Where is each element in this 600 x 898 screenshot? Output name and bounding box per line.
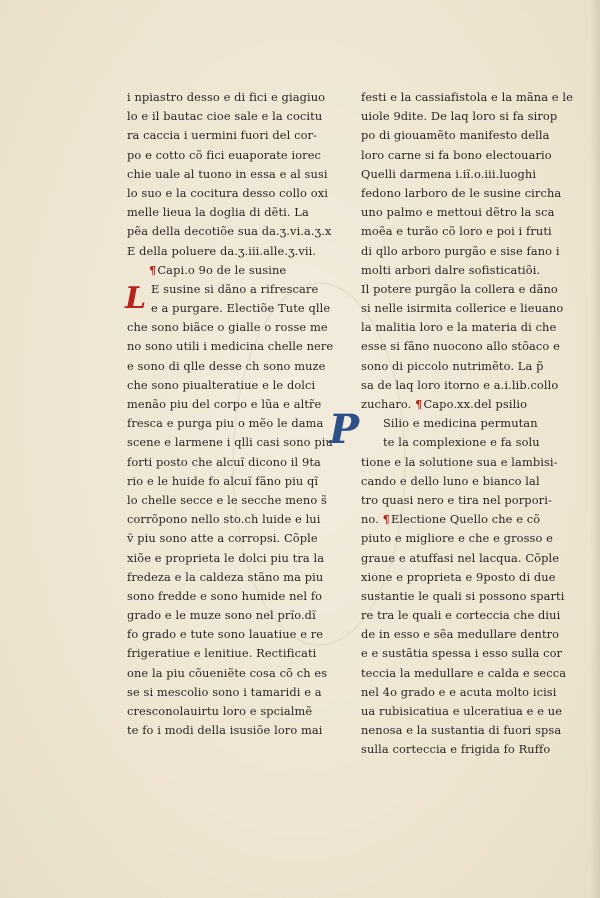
text-line: uiole 9dite. De laq loro si fa sirop xyxy=(361,109,558,124)
text-line: e a purgare. Electiõe Tute qlle xyxy=(151,301,331,316)
initial-letter-l: L xyxy=(125,280,147,316)
initial-paragraph xyxy=(127,280,332,318)
electione-line: no. ¶Electione Quello che e cõ xyxy=(361,512,541,527)
text-line: re tra le quali e corteccia che diui xyxy=(361,608,561,623)
text-line: one la piu cõueniẽte cosa cõ ch es xyxy=(127,665,328,680)
text-line: fresca e purga piu o mẽo le dama xyxy=(127,416,324,431)
chapter-heading: zucharo. ¶Capo.xx.del psilio xyxy=(361,397,528,411)
text-line: E della poluere da.ʒ.iii.alle.ʒ.vii. xyxy=(127,243,317,258)
text-line: pẽa della decotiõe sua da.ʒ.vi.a.ʒ.x xyxy=(127,224,332,239)
text-line: moẽa e turão cõ loro e poi i fruti xyxy=(361,224,552,239)
text-line: melle lieua la doglia di dẽti. La xyxy=(127,205,309,220)
text-line: se si mescolio sono i tamaridi e a xyxy=(127,684,322,699)
text-line: no sono utili i medicina chelle nere xyxy=(127,339,334,354)
text-line: sono fredde e sono humide nel fo xyxy=(127,588,323,603)
text-line: sustantie le quali si possono sparti xyxy=(361,588,565,603)
text-line: fo grado e tute sono lauatiue e re xyxy=(127,627,324,642)
text-line: piuto e migliore e che e grosso e xyxy=(361,531,553,546)
text-line: ua rubisicatiua e ulceratiua e e ue xyxy=(361,704,563,718)
text-line: che sono biãce o gialle o rosse me xyxy=(127,320,328,335)
text-line: nel 4o grado e e acuta molto icisi xyxy=(361,684,557,699)
text-line: po e cotto cõ fici euaporate iorec xyxy=(127,147,322,162)
text-line: chie uale al tuono in essa e al susi xyxy=(127,166,328,181)
text-line: lo e il bautac cioe sale e la cocitu xyxy=(127,109,323,124)
left-column xyxy=(127,88,332,740)
text-line: ra caccia i uermini fuori del cor- xyxy=(127,128,318,143)
right-column xyxy=(329,88,573,760)
text-line: te fo i modi della isusiõe loro mai xyxy=(127,723,323,738)
page-edge-shadow xyxy=(590,0,600,898)
text-line: menão piu del corpo e lũa e altr̃e xyxy=(127,397,322,411)
text-line: Quelli darmena i.iĩ.o.iii.luoghi xyxy=(361,166,537,181)
text-line: lo chelle secce e le secche meno s̃ xyxy=(127,492,327,507)
text-line: cresconolauirtu loro e spcialmẽ xyxy=(127,704,313,718)
text-line: sono di piccolo nutrimẽto. La p̃ xyxy=(361,358,544,373)
text-line: graue e atuffasi nel lacqua. Cõple xyxy=(361,550,560,565)
initial-letter-p: P xyxy=(329,406,360,454)
text-line: sulla corteccia e frigida fo Ruffo xyxy=(361,742,551,757)
text-line: rio e le huide fo alcuĩ fãno piu qĩ xyxy=(127,473,319,488)
text-line: xiõe e proprieta le dolci piu tra la xyxy=(127,550,325,565)
pilcrow-icon: ¶ xyxy=(149,262,157,277)
text-line: teccia la medullare e calda e secca xyxy=(361,665,567,680)
text-line: nenosa e la sustantia di fuori spsa xyxy=(361,723,562,738)
pilcrow-icon: ¶ xyxy=(382,512,391,527)
text-line: forti posto che alcuĩ dicono il 9ta xyxy=(127,454,321,469)
text-line: te la complexione e fa solu xyxy=(383,435,540,450)
text-line: grado e le muze sono nel prĩo.dĩ xyxy=(127,608,316,623)
text-line: cando e dello luno e bianco lal xyxy=(361,473,540,488)
text-line: fedono larboro de le susine circha xyxy=(361,185,562,200)
text-line: de in esso e sẽa medullare dentro xyxy=(361,627,560,642)
text-line: Silio e medicina permutan xyxy=(383,416,538,431)
text-line: uno palmo e mettoui dẽtro la sca xyxy=(361,205,555,220)
text-line: loro carne si fa bono electouario xyxy=(361,147,552,162)
text-line: scene e larmene i qlli casi sono piu xyxy=(127,435,333,450)
text-line: molti arbori dalre sofisticatiõi. xyxy=(361,262,541,277)
text-line: ṽ piu sono atte a corropsi. Cõple xyxy=(127,531,318,546)
initial-paragraph xyxy=(329,406,561,454)
text-line: xione e proprieta e 9posto di due xyxy=(361,569,556,584)
text-line: la malitia loro e la materia di che xyxy=(361,320,557,335)
text-line: tro quasi nero e tira nel porpori- xyxy=(361,492,552,507)
pilcrow-icon: ¶ xyxy=(415,397,423,411)
chapter-heading: ¶Capi.o 9o de le susine xyxy=(149,262,287,277)
text-line: e e sustãtia spessa i esso sulla cor xyxy=(361,646,563,661)
text-line: i npiastro desso e di fici e giagiuo xyxy=(127,90,326,104)
text-line: fredeza e la caldeza stãno ma piu xyxy=(127,569,324,584)
text-line: frigeratiue e lenitiue. Rectificati xyxy=(127,646,317,661)
text-line: lo suo e la cocitura desso collo oxi xyxy=(127,185,328,200)
text-line: E susine si dãno a rifrescare xyxy=(151,281,319,296)
text-line: sa de laq loro itorno e a.i.lib.collo xyxy=(361,377,559,392)
text-line: di qllo arboro purgão e sise fano i xyxy=(361,243,560,258)
text-line: tione e la solutione sua e lambisi- xyxy=(361,454,558,469)
text-line: corrõpono nello sto.ch luide e lui xyxy=(127,512,321,527)
text-line: festi e la cassiafistola e la mãna e le xyxy=(361,90,573,104)
text-line: che sono piualteratiue e le dolci xyxy=(127,377,316,392)
text-line: esse si fãno nuocono allo stõaco e xyxy=(361,339,560,354)
text-line: po di giouamẽto manifesto della xyxy=(361,128,550,143)
text-line: si nelle isirmita collerice e lieuano xyxy=(361,301,564,316)
text-line: Il potere purgão la collera e dãno xyxy=(361,281,558,296)
text-line: e sono di qlle desse ch sono muze xyxy=(127,358,326,373)
